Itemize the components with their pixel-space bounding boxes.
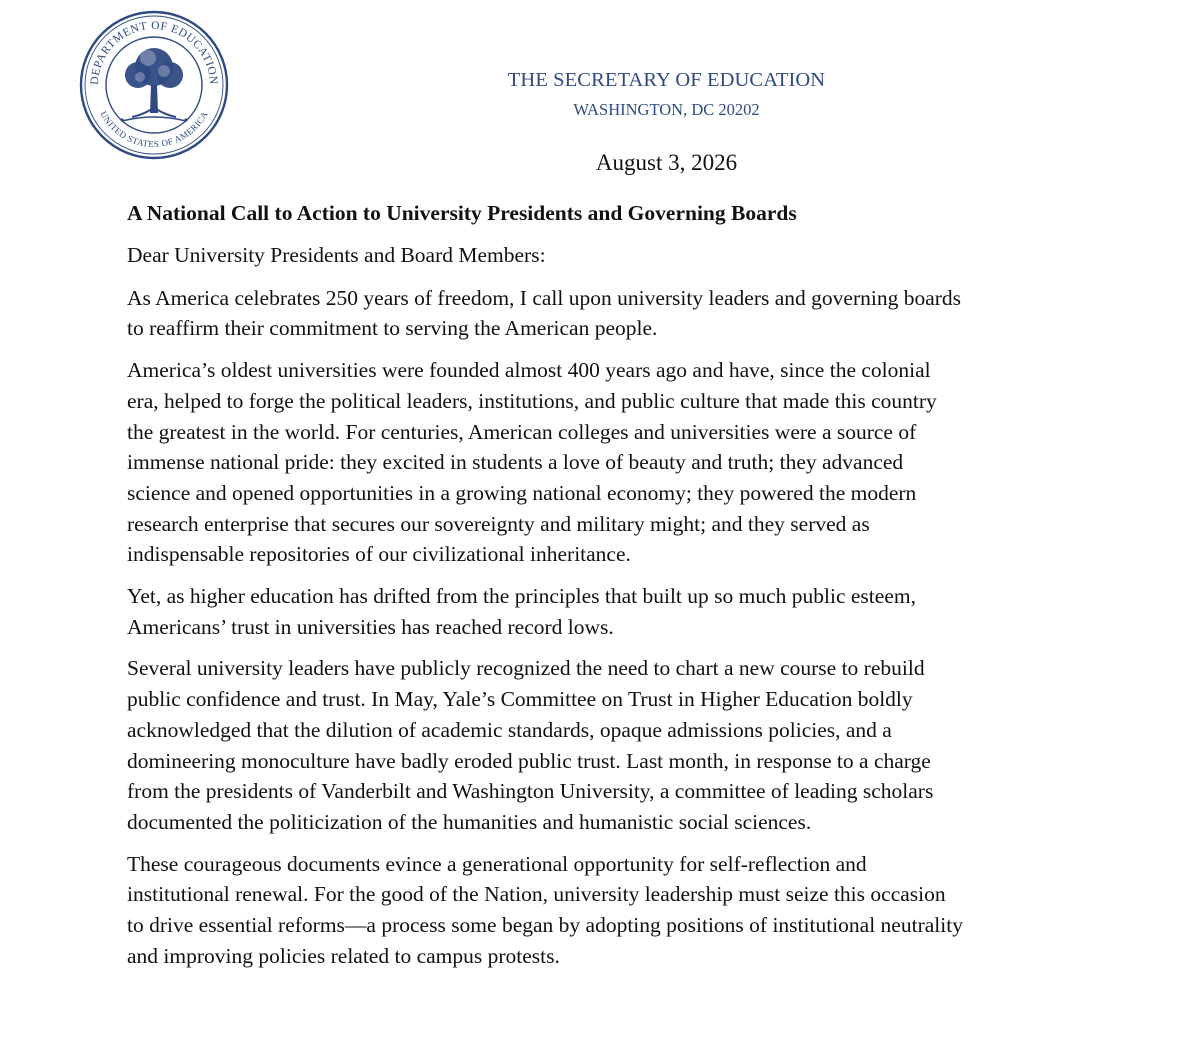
- paragraph-line: Several university leaders have publicly recognized the need to chart a new course to rebuild: [127, 656, 925, 681]
- paragraph-line: the greatest in the world. For centuries, American colleges and universities were a source of: [127, 419, 917, 444]
- body-paragraph: [127, 355, 1187, 570]
- paragraph-line: from the presidents of Vanderbilt and Washington University, a committee of leading scholars: [127, 779, 934, 804]
- paragraph-line: public confidence and trust. In May, Yale’s Committee on Trust in Higher Education boldly: [127, 687, 913, 712]
- body-paragraph: [127, 653, 1187, 837]
- letterhead-address: WASHINGTON, DC 20202: [573, 100, 760, 119]
- paragraph-line: America’s oldest universities were founded almost 400 years ago and have, since the colonial: [127, 358, 931, 383]
- paragraph-line: institutional renewal. For the good of the Nation, university leadership must seize this occasion: [127, 882, 946, 907]
- body-paragraph: [127, 283, 1187, 344]
- body-paragraph: [127, 849, 1187, 972]
- letter-date: August 3, 2026: [595, 150, 738, 175]
- paragraph-line: research enterprise that secures our sovereignty and military might; and they served as: [127, 511, 870, 536]
- paragraph-line: Americans’ trust in universities has reached record lows.: [127, 614, 614, 639]
- paragraph-line: domineering monoculture have badly eroded public trust. Last month, in response to a charge: [127, 748, 931, 773]
- seal-top-text: DEPARTMENT OF EDUCATION: [88, 19, 220, 86]
- paragraph-line: immense national pride: they excited in students a love of beauty and truth; they advanced: [127, 450, 904, 475]
- paragraph-line: As America celebrates 250 years of freedom, I call upon university leaders and governing boards: [127, 285, 962, 310]
- letter-body: [127, 198, 1187, 982]
- salutation: Dear University Presidents and Board Members:: [127, 243, 546, 267]
- paragraph-line: documented the politicization of the humanities and humanistic social sciences.: [127, 809, 812, 834]
- paragraph-line: to reaffirm their commitment to serving the American people.: [127, 316, 658, 341]
- paragraph-line: acknowledged that the dilution of academic standards, opaque admissions policies, and a: [127, 717, 892, 742]
- paragraphs: [127, 283, 1187, 972]
- paragraph-line: era, helped to forge the political leaders, institutions, and public culture that made this country: [127, 388, 937, 413]
- body-paragraph: [127, 581, 1187, 642]
- letter-heading: A National Call to Action to University Presidents and Governing Boards: [127, 201, 797, 225]
- seal-bottom-text: UNITED STATES OF AMERICA: [98, 109, 210, 150]
- paragraph-line: These courageous documents evince a generational opportunity for self-reflection and: [127, 851, 867, 876]
- letterhead: [0, 67, 1200, 121]
- paragraph-line: and improving policies related to campus protests.: [127, 943, 560, 968]
- paragraph-line: Yet, as higher education has drifted from the principles that built up so much public esteem,: [127, 584, 916, 609]
- paragraph-line: indispensable repositories of our civilizational inheritance.: [127, 542, 631, 567]
- paragraph-line: science and opened opportunities in a growing national economy; they powered the modern: [127, 480, 917, 505]
- paragraph-line: to drive essential reforms—a process some began by adopting positions of institutional neutrality: [127, 913, 963, 938]
- letterhead-title: THE SECRETARY OF EDUCATION: [507, 69, 826, 91]
